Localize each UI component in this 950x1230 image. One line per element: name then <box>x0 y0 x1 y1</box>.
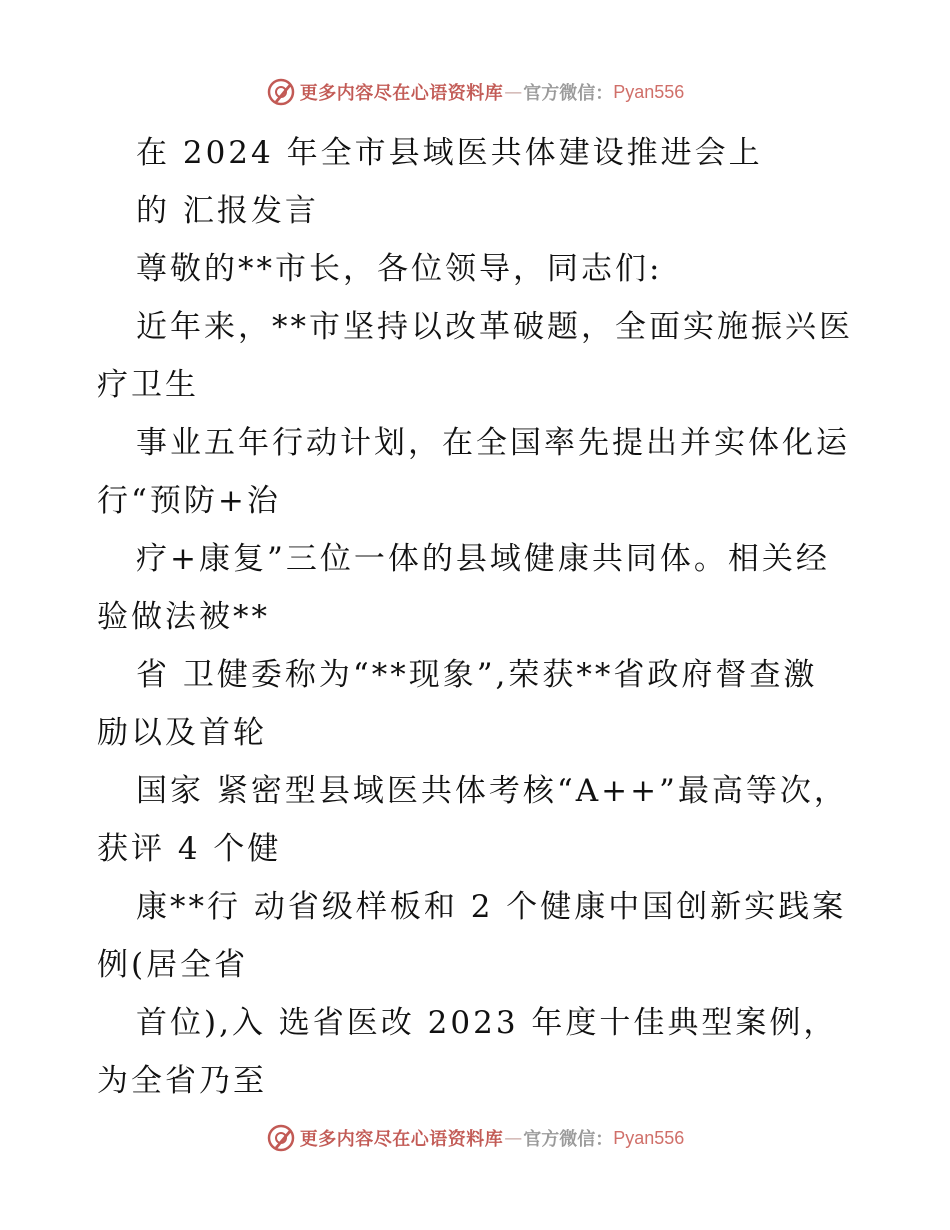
text-line: 为全省乃至 <box>97 1063 267 1099</box>
text-line: 在 2024 年全市县域医共体建设推进会上 <box>136 135 763 171</box>
text-line: 疗+康复”三位一体的县域健康共同体。相关经 <box>136 541 830 577</box>
pen-logo-icon <box>266 77 296 107</box>
text-line: 疗卫生 <box>97 367 199 403</box>
text-line: 获评 4 个健 <box>97 831 282 867</box>
watermark-separator: — <box>504 1127 523 1149</box>
text-line: 国家 紧密型县域医共体考核“A++”最高等次， <box>136 773 848 809</box>
text-line: 近年来，**市坚持以改革破题，全面实施振兴医 <box>136 309 853 345</box>
text-line: 事业五年行动计划，在全国率先提出并实体化运 <box>136 425 850 461</box>
watermark-footer <box>0 1118 950 1158</box>
text-line: 行“预防+治 <box>97 483 281 519</box>
text-line: 验做法被** <box>97 599 270 635</box>
watermark-wechat-id: Pyan556 <box>613 81 685 102</box>
text-line: 康**行 动省级样板和 2 个健康中国创新实践案 <box>136 889 847 925</box>
watermark-header <box>0 72 950 112</box>
watermark-wechat-id: Pyan556 <box>613 1127 685 1148</box>
pen-logo-icon <box>266 1123 296 1153</box>
text-line: 励以及首轮 <box>97 715 267 751</box>
watermark-wechat-label: 官方微信： <box>523 83 614 104</box>
text-line: 省 卫健委称为“**现象”,荣获**省政府督查激 <box>136 657 818 693</box>
document-body <box>97 124 857 1110</box>
watermark-separator: — <box>504 81 523 103</box>
text-line: 的 汇报发言 <box>136 193 319 229</box>
watermark-wechat-label: 官方微信： <box>523 1129 614 1150</box>
text-line: 例(居全省 <box>97 947 249 983</box>
watermark-main-text: 更多内容尽在心语资料库 <box>299 1129 504 1150</box>
text-line: 首位),入 选省医改 2023 年度十佳典型案例， <box>136 1005 838 1041</box>
watermark-main-text: 更多内容尽在心语资料库 <box>299 83 504 104</box>
text-line: 尊敬的**市长，各位领导，同志们: <box>136 251 663 287</box>
